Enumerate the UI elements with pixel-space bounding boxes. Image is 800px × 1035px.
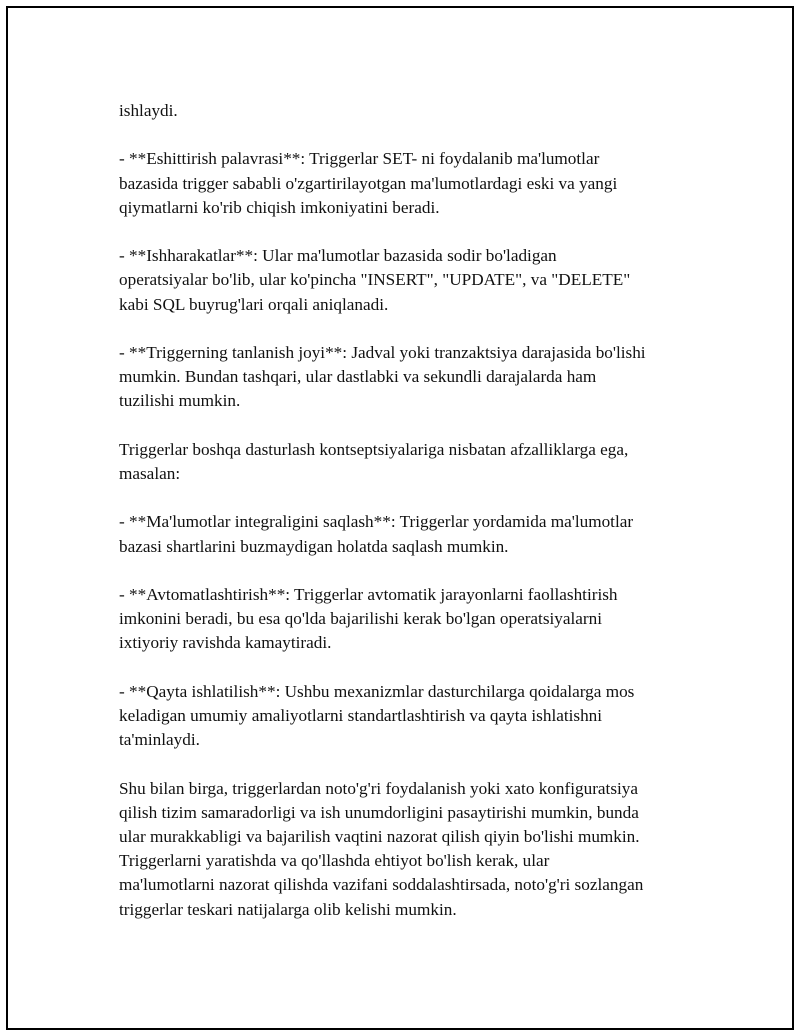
paragraph-eshittirish-palavrasi: - **Eshittirish palavrasi**: Triggerlar SET- ni foydalanib ma'lumotlar bazasida trigger sababli o'zgartirilayotgan ma'lumotlardagi eski va yangi qiymatlarni ko'rib chiqish imkoniyatini beradi. — [119, 149, 618, 217]
paragraph-malumotlar-integraligi: - **Ma'lumotlar integraligini saqlash**: Triggerlar yordamida ma'lumotlar bazasi shartlarini buzmaydigan holatda saqlash mumkin. — [119, 512, 634, 556]
paragraph-ishharakatlar: - **Ishharakatlar**: Ular ma'lumotlar bazasida sodir bo'ladigan operatsiyalar bo'lib, ular ko'pincha "INSERT", "UPDATE", va "DELETE" kabi SQL buyrug'lari orqali aniqlanadi. — [119, 246, 631, 314]
paragraph-conclusion: Shu bilan birga, triggerlardan noto'g'ri foydalanish yoki xato konfiguratsiya qilish tizim samaradorligi va ish unumdorligini pasaytirishi mumkin, bunda ular murakkabligi va bajarilish vaqtini nazorat qilish qiyin bo'lishi mumkin. Triggerlarni yaratishda va qo'llashda ehtiyot bo'lish kerak, ular ma'lumotlarni nazorat qilishda vazifani soddalashtirsada, noto'g'ri sozlangan triggerlar teskari natijalarga olib kelishi mumkin. — [119, 778, 644, 919]
paragraph-afzalliklar-intro: Triggerlar boshqa dasturlash kontseptsiyalariga nisbatan afzalliklarga ega, masalan: — [119, 439, 629, 483]
paragraph-continuation: ishlaydi. — [119, 101, 178, 120]
paragraph-qayta-ishlatilish: - **Qayta ishlatilish**: Ushbu mexanizmlar dasturchilarga qoidalarga mos keladigan umumiy amaliyotlarni standartlashtirish va qayta ishlatishni ta'minlaydi. — [119, 681, 635, 750]
paragraph-avtomatlashtirish: - **Avtomatlashtirish**: Triggerlar avtomatik jarayonlarni faollashtirish imkonini beradi, bu esa qo'lda bajarilishi kerak bo'lgan operatsiyalarni ixtiyoriy ravishda kamaytiradi. — [119, 584, 618, 653]
page-frame — [6, 6, 794, 1030]
document-body — [119, 99, 699, 922]
paragraph-triggerning-tanlanish-joyi: - **Triggerning tanlanish joyi**: Jadval yoki tranzaktsiya darajasida bo'lishi mumkin. Bundan tashqari, ular dastlabki va sekundli darajalarda ham tuzilishi mumkin. — [119, 342, 646, 411]
